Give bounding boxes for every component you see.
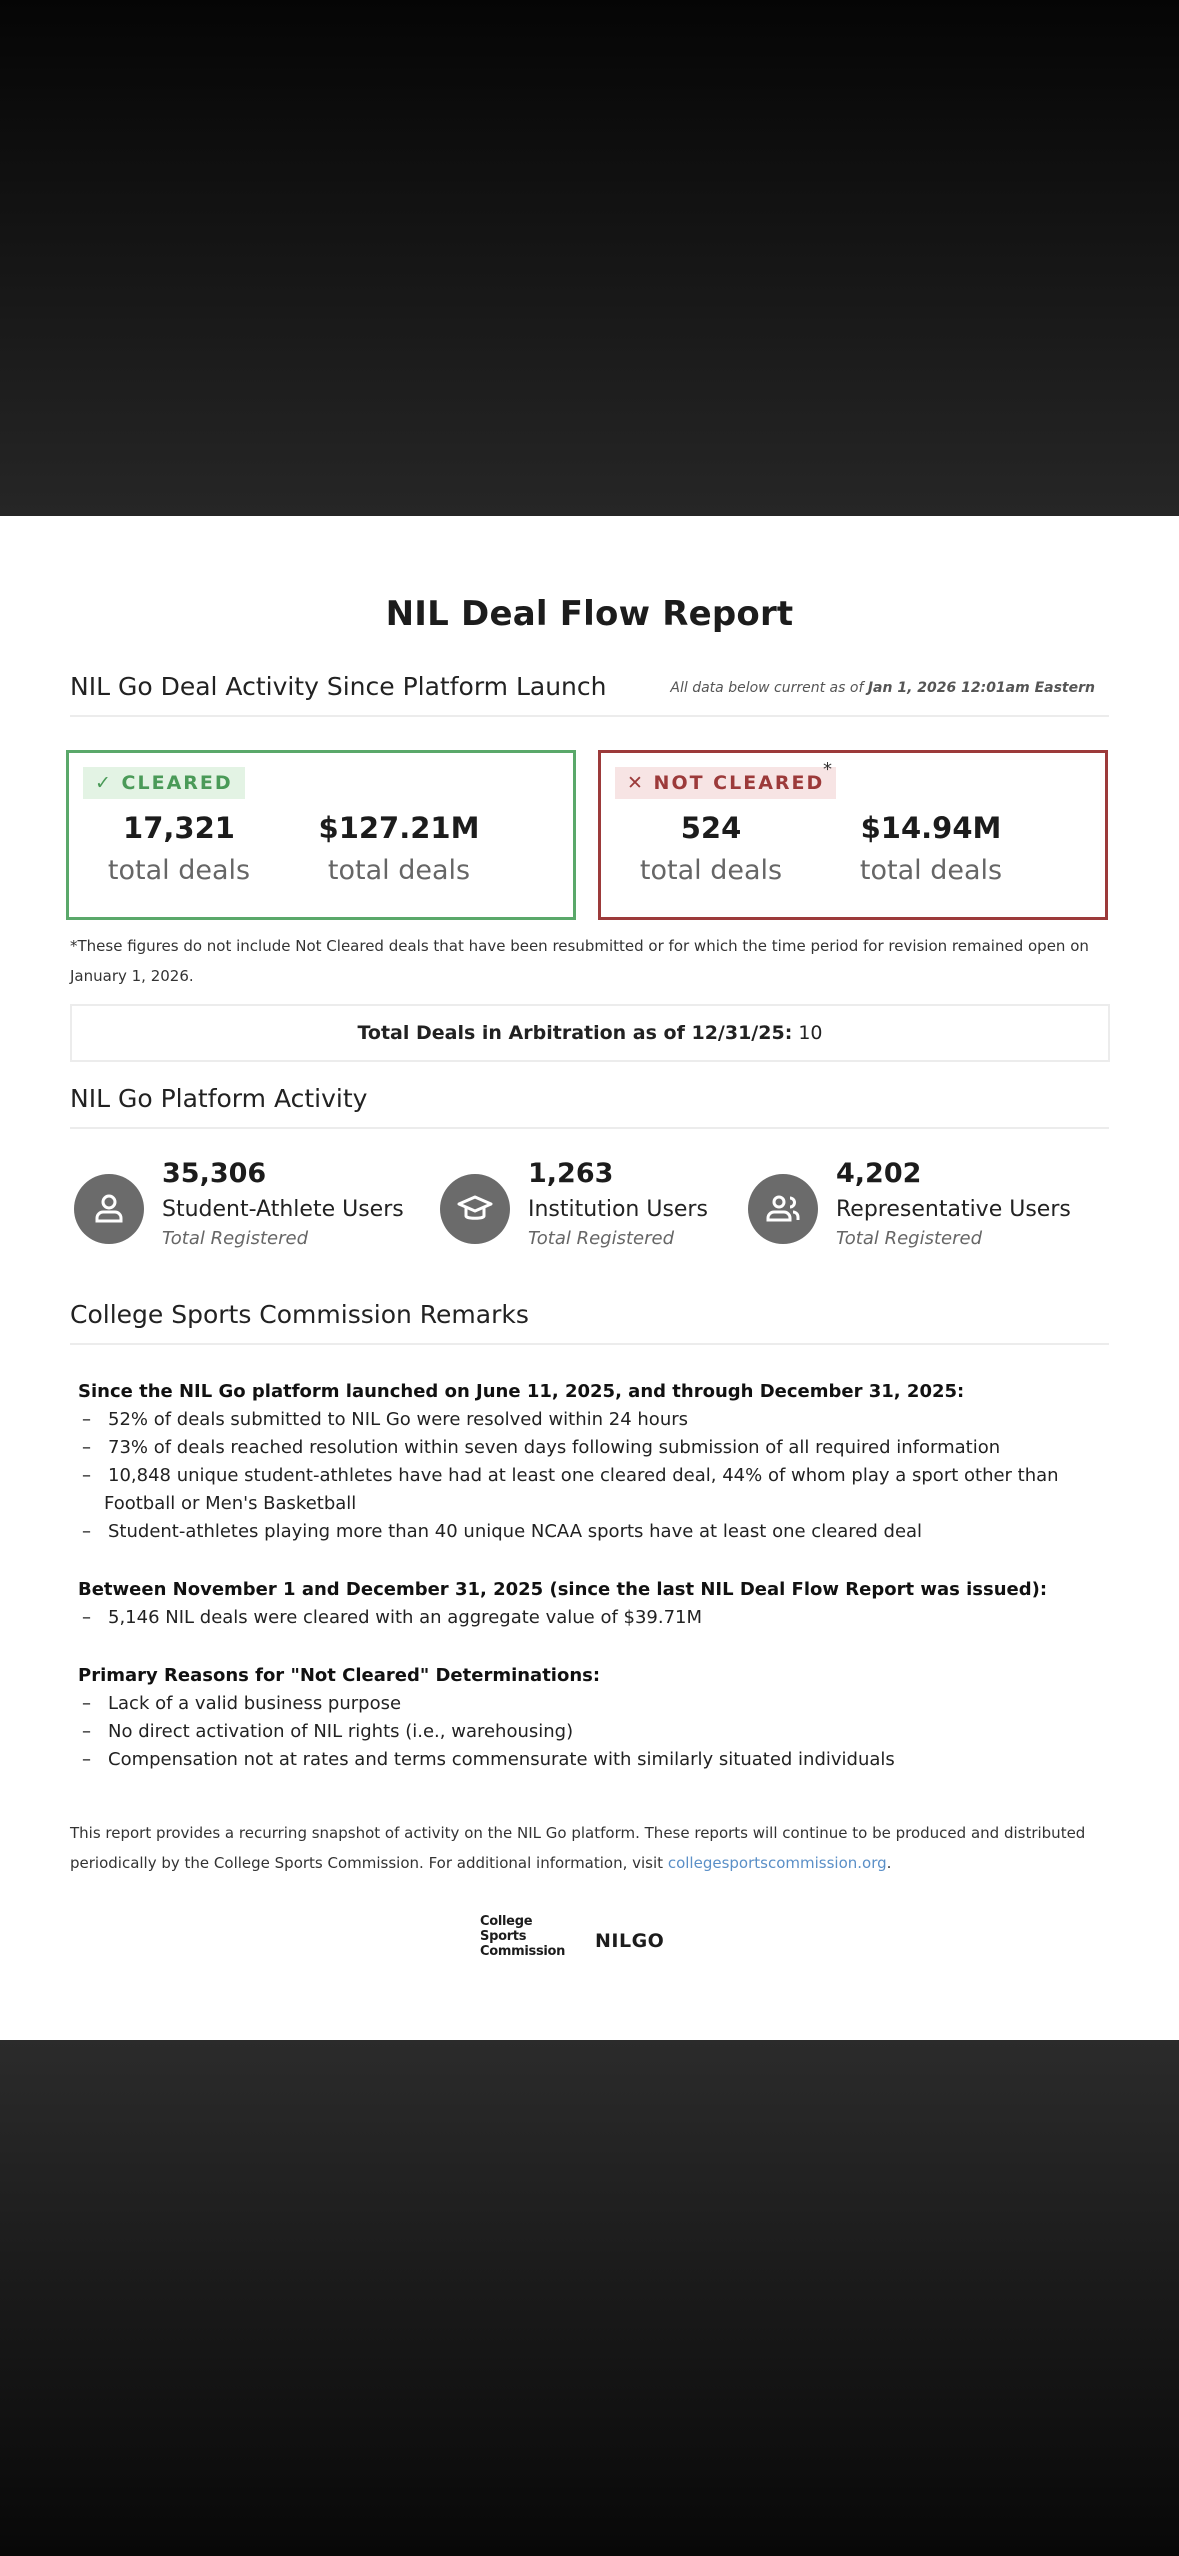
user-count: 1,263 — [528, 1158, 614, 1189]
activity-heading: NIL Go Deal Activity Since Platform Launch — [70, 672, 607, 701]
cleared-deals-count: 17,321 — [123, 811, 235, 845]
not-cleared-deals-count: 524 — [680, 811, 742, 845]
as-of-date: Jan 1, 2026 12:01am Eastern — [867, 680, 1095, 696]
platform-section-header — [70, 1084, 1109, 1129]
not-cleared-badge — [615, 767, 836, 799]
list-item: – Lack of a valid business purpose — [78, 1690, 1108, 1718]
cleared-value: $127.21M — [318, 811, 480, 845]
user-count: 4,202 — [836, 1158, 922, 1189]
not-cleared-value-label: total deals — [859, 855, 1003, 886]
cleared-deals-label: total deals — [107, 855, 251, 886]
list-item: – No direct activation of NIL rights (i.e., warehousing) — [78, 1718, 1108, 1746]
platform-heading: NIL Go Platform Activity — [70, 1084, 368, 1113]
commission-link[interactable]: collegesportscommission.org — [667, 1854, 887, 1872]
not-cleared-badge-label: NOT CLEARED — [653, 772, 825, 794]
student-athlete-text — [162, 1158, 404, 1249]
remarks-block-recent — [78, 1576, 1108, 1632]
report-title: NIL Deal Flow Report — [385, 594, 794, 634]
remarks-heading: College Sports Commission Remarks — [70, 1300, 529, 1329]
list-item: – 10,848 unique student-athletes have had at least one cleared deal, 44% of whom play a sport other than Football or Men's Basketball — [78, 1462, 1108, 1518]
cleared-box — [66, 750, 576, 920]
closing-end: . — [886, 1854, 892, 1872]
list-item: – Student-athletes playing more than 40 unique NCAA sports have at least one cleared deal — [78, 1518, 1108, 1546]
user-sub: Total Registered — [528, 1228, 675, 1249]
not-cleared-value-metric — [821, 811, 1041, 886]
remarks-block-reasons — [78, 1662, 1108, 1774]
remarks-block-heading: Between November 1 and December 31, 2025 (since the last NIL Deal Flow Report was issued): — [78, 1579, 1048, 1600]
remarks-list — [78, 1604, 1108, 1632]
logo-row — [480, 1914, 700, 1970]
logo-line: Sports — [480, 1929, 527, 1944]
user-label: Student-Athlete Users — [162, 1197, 404, 1222]
list-item: – Compensation not at rates and terms commensurate with similarly situated individuals — [78, 1746, 1108, 1774]
college-sports-commission-logo — [480, 1914, 565, 1959]
bottom-background — [0, 2040, 1179, 2556]
nilgo-logo: NILGO — [595, 1930, 665, 1952]
arbitration-label: Total Deals in Arbitration as of 12/31/25: — [357, 1022, 793, 1044]
not-cleared-asterisk: * — [823, 759, 832, 780]
user-count: 35,306 — [162, 1158, 267, 1189]
person-icon — [74, 1174, 144, 1244]
representative-text — [836, 1158, 1071, 1249]
remarks-block-heading: Since the NIL Go platform launched on June 11, 2025, and through December 31, 2025: — [78, 1381, 965, 1402]
remarks-block-launch — [78, 1378, 1108, 1546]
as-of-note — [670, 680, 1095, 696]
check-icon: ✓ — [95, 772, 113, 794]
as-of-prefix: All data below current as of — [670, 680, 864, 696]
top-background — [0, 0, 1179, 516]
cleared-value-label: total deals — [327, 855, 471, 886]
cleared-badge — [83, 767, 245, 799]
list-item: – 73% of deals reached resolution within seven days following submission of all required information — [78, 1434, 1108, 1462]
not-cleared-box — [598, 750, 1108, 920]
logo-line: Commission — [480, 1944, 566, 1959]
graduation-cap-icon — [440, 1174, 510, 1244]
not-cleared-deals-label: total deals — [639, 855, 783, 886]
logo-line: College — [480, 1914, 533, 1929]
closing-text: This report provides a recurring snapshot of activity on the NIL Go platform. These reports will continue to be produced and distributed periodically by the College Sports Commission. For additional information, visit — [70, 1824, 1086, 1872]
user-label: Institution Users — [528, 1197, 708, 1222]
remarks-section-header — [70, 1300, 1109, 1345]
representative-icon — [748, 1174, 818, 1244]
arbitration-value: 10 — [798, 1022, 823, 1044]
cleared-deals-metric — [69, 811, 289, 886]
report-page — [0, 516, 1179, 2040]
user-sub: Total Registered — [836, 1228, 983, 1249]
user-label: Representative Users — [836, 1197, 1071, 1222]
institution-text — [528, 1158, 708, 1249]
footnote: *These figures do not include Not Cleared deals that have been resubmitted or for which the time period for revision remained open on January 1, 2026. — [70, 937, 1089, 985]
not-cleared-deals-metric — [601, 811, 821, 886]
list-item: – 52% of deals submitted to NIL Go were resolved within 24 hours — [78, 1406, 1108, 1434]
remarks-list — [78, 1690, 1108, 1774]
x-icon: ✕ — [627, 772, 645, 794]
closing-paragraph — [70, 1818, 1110, 1878]
arbitration-box — [70, 1004, 1110, 1062]
activity-section-header — [70, 672, 1109, 717]
not-cleared-value: $14.94M — [860, 811, 1002, 845]
user-sub: Total Registered — [162, 1228, 309, 1249]
remarks-block-heading: Primary Reasons for "Not Cleared" Determinations: — [78, 1665, 601, 1686]
list-item: – 5,146 NIL deals were cleared with an aggregate value of $39.71M — [78, 1604, 1108, 1632]
remarks-body — [78, 1378, 1108, 1804]
remarks-list — [78, 1406, 1108, 1546]
cleared-value-metric — [289, 811, 509, 886]
cleared-badge-label: CLEARED — [121, 772, 233, 794]
